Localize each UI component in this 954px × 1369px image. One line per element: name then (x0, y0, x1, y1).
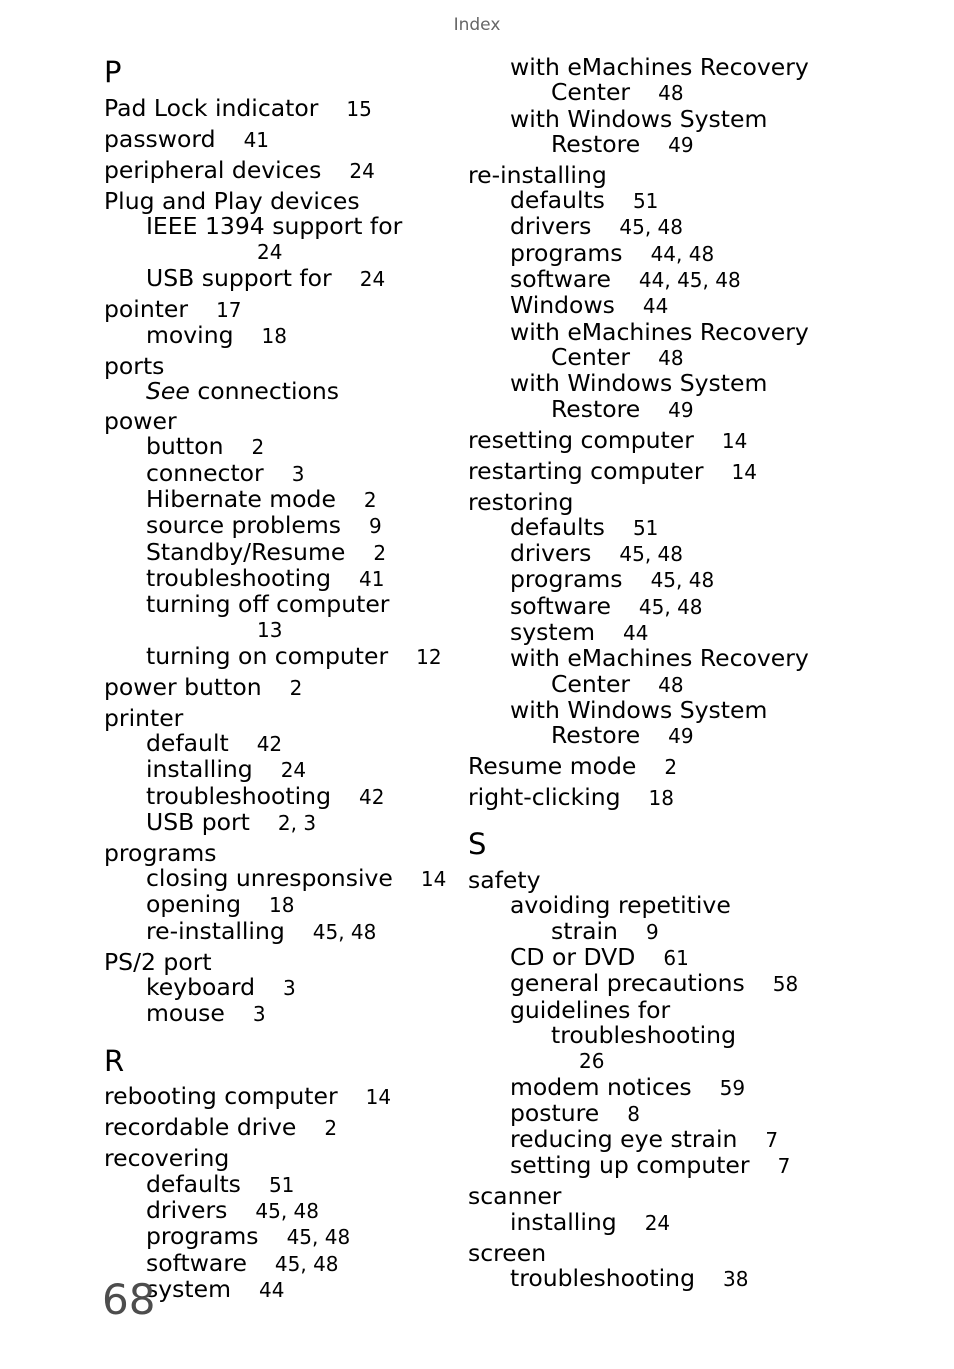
entry-term: Standby/Resume (146, 537, 346, 566)
entry-term: Center (551, 669, 631, 698)
cross-reference-label: See (146, 377, 190, 406)
index-subentry (468, 188, 818, 214)
entry-term: programs (146, 1222, 259, 1251)
index-entry (468, 863, 818, 893)
index-subentry (468, 80, 818, 106)
entry-term: closing unresponsive (146, 864, 393, 893)
entry-pages: 45, 48 (274, 1251, 339, 1276)
index-subentry (468, 617, 818, 646)
index-subentry (104, 892, 454, 918)
index-entry (468, 1236, 818, 1266)
entry-pages: 49 (668, 724, 694, 749)
entry-pages: 58 (772, 972, 799, 997)
index-entry (104, 292, 454, 323)
entry-term: reducing eye strain (510, 1125, 738, 1154)
index-subentry (468, 317, 818, 346)
index-entry (468, 454, 818, 485)
index-subentry (468, 1020, 818, 1049)
entry-term: software (510, 591, 611, 620)
entry-term: programs (510, 238, 623, 267)
entry-pages: 48 (658, 672, 684, 697)
entry-term: Hibernate mode (146, 484, 336, 513)
index-subentry (468, 238, 818, 267)
index-entry (104, 701, 454, 731)
entry-term: Resume mode (468, 752, 637, 781)
page-number: 68 (102, 1275, 156, 1324)
entry-term: keyboard (146, 973, 255, 1002)
entry-pages: 2 (289, 675, 303, 700)
entry-pages: 45, 48 (619, 215, 684, 240)
index-subentry (468, 1263, 818, 1292)
entry-pages: 2 (324, 1116, 338, 1141)
index-subentry (104, 617, 454, 643)
entry-term: turning off computer (146, 590, 390, 619)
entry-term: right-clicking (468, 783, 621, 812)
entry-term: turning on computer (146, 641, 389, 670)
entry-pages: 49 (668, 132, 694, 157)
entry-pages: 61 (663, 946, 689, 971)
entry-pages: 2 (363, 487, 377, 512)
entry-pages: 8 (627, 1101, 640, 1126)
index-subentry (104, 434, 454, 460)
entry-term: recovering (104, 1144, 230, 1173)
index-column-right (468, 55, 818, 1292)
index-subentry (468, 1098, 818, 1127)
index-entry (468, 158, 818, 188)
index-entry (468, 780, 818, 811)
entry-term: Windows (510, 291, 615, 320)
entry-term: moving (146, 320, 234, 349)
entry-pages: 2 (251, 435, 265, 460)
entry-term: avoiding repetitive (510, 891, 731, 920)
entry-pages: 41 (243, 127, 270, 152)
entry-pages: 38 (722, 1266, 749, 1291)
entry-term: USB support for (146, 263, 332, 292)
entry-term: PS/2 port (104, 947, 212, 976)
entry-pages: 7 (777, 1154, 791, 1179)
index-subentry (468, 129, 818, 158)
entry-pages: 24 (280, 758, 307, 783)
index-entry (104, 836, 454, 866)
entry-term: USB port (146, 807, 250, 836)
entry-pages: 14 (365, 1085, 392, 1110)
index-subentry (468, 1127, 818, 1153)
entry-term: resetting computer (468, 425, 694, 454)
entry-pages: 9 (369, 514, 382, 539)
entry-term: with Windows System (510, 369, 768, 398)
index-subentry (104, 1195, 454, 1224)
index-subentry (104, 975, 454, 1001)
section-letter: S (468, 827, 487, 862)
index-subentry (468, 342, 818, 371)
entry-pages: 15 (346, 96, 372, 121)
entry-term: posture (510, 1098, 600, 1127)
entry-pages: 51 (632, 189, 659, 214)
index-entry (104, 184, 454, 214)
entry-pages: 14 (721, 428, 748, 453)
entry-pages: 14 (420, 867, 447, 892)
index-entry (468, 485, 818, 515)
index-subentry (468, 695, 818, 724)
index-subentry (104, 641, 454, 670)
entry-pages: 49 (668, 397, 694, 422)
entry-pages: 44 (642, 294, 669, 319)
index-subentry (468, 512, 818, 541)
index-entry (104, 1080, 454, 1111)
entry-pages: 44, 48 (650, 241, 715, 266)
index-subentry (468, 723, 818, 749)
index-subentry (468, 267, 818, 293)
entry-pages: 14 (731, 459, 757, 484)
index-column-left (104, 55, 454, 1303)
index-subentry (104, 458, 454, 487)
index-subentry (104, 757, 454, 783)
index-subentry (468, 214, 818, 240)
entry-term: system (510, 617, 595, 646)
index-subentry (104, 484, 454, 513)
entry-term: Plug and Play devices (104, 186, 360, 215)
index-subentry (468, 591, 818, 620)
entry-term: connector (146, 458, 264, 487)
entry-pages: 18 (648, 786, 674, 811)
entry-term: CD or DVD (510, 943, 636, 972)
entry-term: with eMachines Recovery (510, 317, 809, 346)
entry-pages: 48 (658, 345, 684, 370)
entry-pages: 51 (268, 1172, 295, 1197)
index-subentry (104, 211, 454, 240)
entry-term: opening (146, 890, 241, 919)
index-subentry (104, 781, 454, 810)
entry-pages: 45, 48 (255, 1198, 320, 1223)
section-letter: P (104, 55, 122, 89)
entry-pages: 48 (658, 81, 684, 106)
index-subentry (468, 893, 818, 918)
index-subentry (468, 567, 818, 593)
entry-pages: 17 (216, 297, 242, 322)
entry-term: screen (468, 1238, 547, 1267)
entry-term: source problems (146, 511, 341, 540)
entry-pages: 9 (645, 919, 659, 944)
entry-term: button (146, 432, 224, 461)
entry-term: troubleshooting (146, 781, 331, 810)
index-subentry (468, 971, 818, 997)
index-subentry (468, 669, 818, 698)
index-subentry (468, 371, 818, 396)
index-subentry (104, 320, 454, 349)
index-subentry (468, 995, 818, 1024)
index-subentry (104, 1248, 454, 1277)
entry-pages: 13 (257, 618, 283, 643)
entry-term: software (146, 1248, 247, 1277)
index-entry (104, 404, 454, 434)
index-subentry (104, 513, 454, 539)
entry-term: installing (510, 1207, 617, 1236)
index-subentry (104, 1274, 454, 1303)
entry-pages: 3 (252, 1002, 266, 1027)
entry-term: with eMachines Recovery (510, 53, 809, 81)
entry-term: mouse (146, 999, 225, 1028)
entry-term: printer (104, 703, 184, 732)
index-entry (468, 423, 818, 454)
entry-term: power button (104, 672, 262, 701)
entry-pages: 59 (719, 1075, 746, 1100)
entry-pages: 44, 45, 48 (638, 268, 741, 293)
running-header: Index (453, 15, 501, 35)
entry-term: recordable drive (104, 1113, 297, 1142)
index-subentry (104, 1224, 454, 1250)
index-subentry (104, 916, 454, 945)
index-entry (468, 749, 818, 780)
entry-term: peripheral devices (104, 155, 322, 184)
entry-pages: 45, 48 (286, 1225, 351, 1250)
section-letter: R (104, 1043, 125, 1078)
entry-pages: 2 (664, 755, 678, 780)
index-subentry (104, 239, 454, 265)
entry-pages: 2 (373, 540, 387, 565)
entry-pages: 3 (283, 976, 296, 1001)
index-entry (104, 1142, 454, 1172)
entry-term: re-installing (146, 916, 285, 945)
index-subentry (468, 1207, 818, 1236)
entry-pages: 51 (632, 515, 659, 540)
entry-term: Restore (551, 394, 641, 423)
entry-term: Restore (551, 129, 641, 158)
index-subentry (468, 945, 818, 971)
entry-term: troubleshooting (551, 1020, 736, 1049)
entry-term: connections (197, 377, 340, 406)
entry-term: installing (146, 755, 253, 784)
entry-term: general precautions (510, 969, 745, 998)
entry-term: with Windows System (510, 104, 768, 133)
entry-pages: 44 (258, 1277, 285, 1302)
entry-pages: 7 (765, 1128, 779, 1153)
index-subentry (104, 592, 454, 617)
entry-term: troubleshooting (510, 1263, 695, 1292)
index-entry (104, 1111, 454, 1142)
index-subentry (104, 537, 454, 566)
entry-term: with eMachines Recovery (510, 644, 809, 673)
entry-pages: 45, 48 (312, 919, 377, 944)
section-spacer (468, 811, 818, 827)
entry-pages: 42 (358, 784, 385, 809)
entry-term: setting up computer (510, 1151, 750, 1180)
index-subentry (468, 916, 818, 945)
entry-pages: 45, 48 (638, 594, 703, 619)
index-entry (104, 91, 454, 122)
entry-term: scanner (468, 1182, 562, 1211)
index-subentry (104, 563, 454, 592)
entry-term: Pad Lock indicator (104, 93, 319, 122)
entry-term: modem notices (510, 1072, 692, 1101)
entry-pages: 24 (644, 1210, 671, 1235)
index-subentry (104, 731, 454, 757)
entry-pages: 12 (416, 644, 442, 669)
entry-term: pointer (104, 294, 189, 323)
index-subentry (104, 263, 454, 292)
entry-pages: 44 (622, 620, 649, 645)
entry-pages: 3 (291, 461, 305, 486)
entry-term: software (510, 265, 611, 294)
entry-pages: 24 (349, 158, 375, 183)
entry-pages: 45, 48 (619, 542, 684, 567)
index-subentry (104, 1001, 454, 1027)
entry-term: system (146, 1274, 231, 1303)
entry-term: drivers (510, 212, 592, 241)
index-entry (104, 153, 454, 184)
index-entry (104, 349, 454, 379)
entry-pages: 18 (269, 893, 295, 918)
index-entry (104, 122, 454, 153)
entry-term: rebooting computer (104, 1082, 338, 1111)
entry-term: password (104, 124, 216, 153)
index-entry (104, 670, 454, 701)
index-subentry (468, 541, 818, 567)
entry-pages: 41 (358, 566, 385, 591)
entry-term: with Windows System (510, 695, 768, 724)
entry-term: strain (551, 916, 618, 945)
entry-term: troubleshooting (146, 563, 331, 592)
entry-term: drivers (510, 539, 592, 568)
entry-term: defaults (510, 512, 605, 541)
entry-term: restarting computer (468, 456, 704, 485)
entry-pages: 18 (261, 323, 287, 348)
index-subentry (468, 55, 818, 80)
index-subentry (468, 646, 818, 671)
entry-term: safety (468, 866, 541, 895)
index-subentry (104, 807, 454, 836)
entry-term: defaults (510, 186, 605, 215)
entry-term: Center (551, 342, 631, 371)
entry-term: Center (551, 78, 631, 107)
entry-pages: 24 (359, 266, 386, 291)
entry-term: IEEE 1394 support for (146, 211, 403, 240)
entry-term: programs (104, 838, 217, 867)
entry-pages: 42 (256, 732, 283, 757)
section-spacer (104, 1028, 454, 1044)
index-subentry (468, 394, 818, 423)
entry-term: re-installing (468, 160, 607, 189)
entry-term: restoring (468, 487, 574, 516)
entry-term: Restore (551, 721, 641, 750)
index-subentry (104, 1169, 454, 1198)
index-entry (468, 1180, 818, 1210)
entry-pages: 24 (257, 240, 283, 265)
entry-pages: 2, 3 (277, 810, 317, 835)
index-subentry (468, 293, 818, 319)
index-subentry (104, 866, 454, 892)
entry-term: defaults (146, 1169, 241, 1198)
entry-term: programs (510, 565, 623, 594)
entry-term: guidelines for (510, 995, 671, 1024)
entry-term: power (104, 407, 177, 436)
index-subentry (468, 1153, 818, 1179)
entry-pages: 45, 48 (650, 568, 715, 593)
index-subentry (468, 1072, 818, 1101)
entry-term: drivers (146, 1195, 228, 1224)
entry-term: default (146, 729, 229, 758)
entry-term: ports (104, 351, 165, 380)
index-subentry (468, 104, 818, 133)
index-subentry (104, 379, 454, 404)
index-subentry (468, 1048, 818, 1074)
entry-pages: 26 (579, 1049, 605, 1074)
index-entry (104, 945, 454, 975)
